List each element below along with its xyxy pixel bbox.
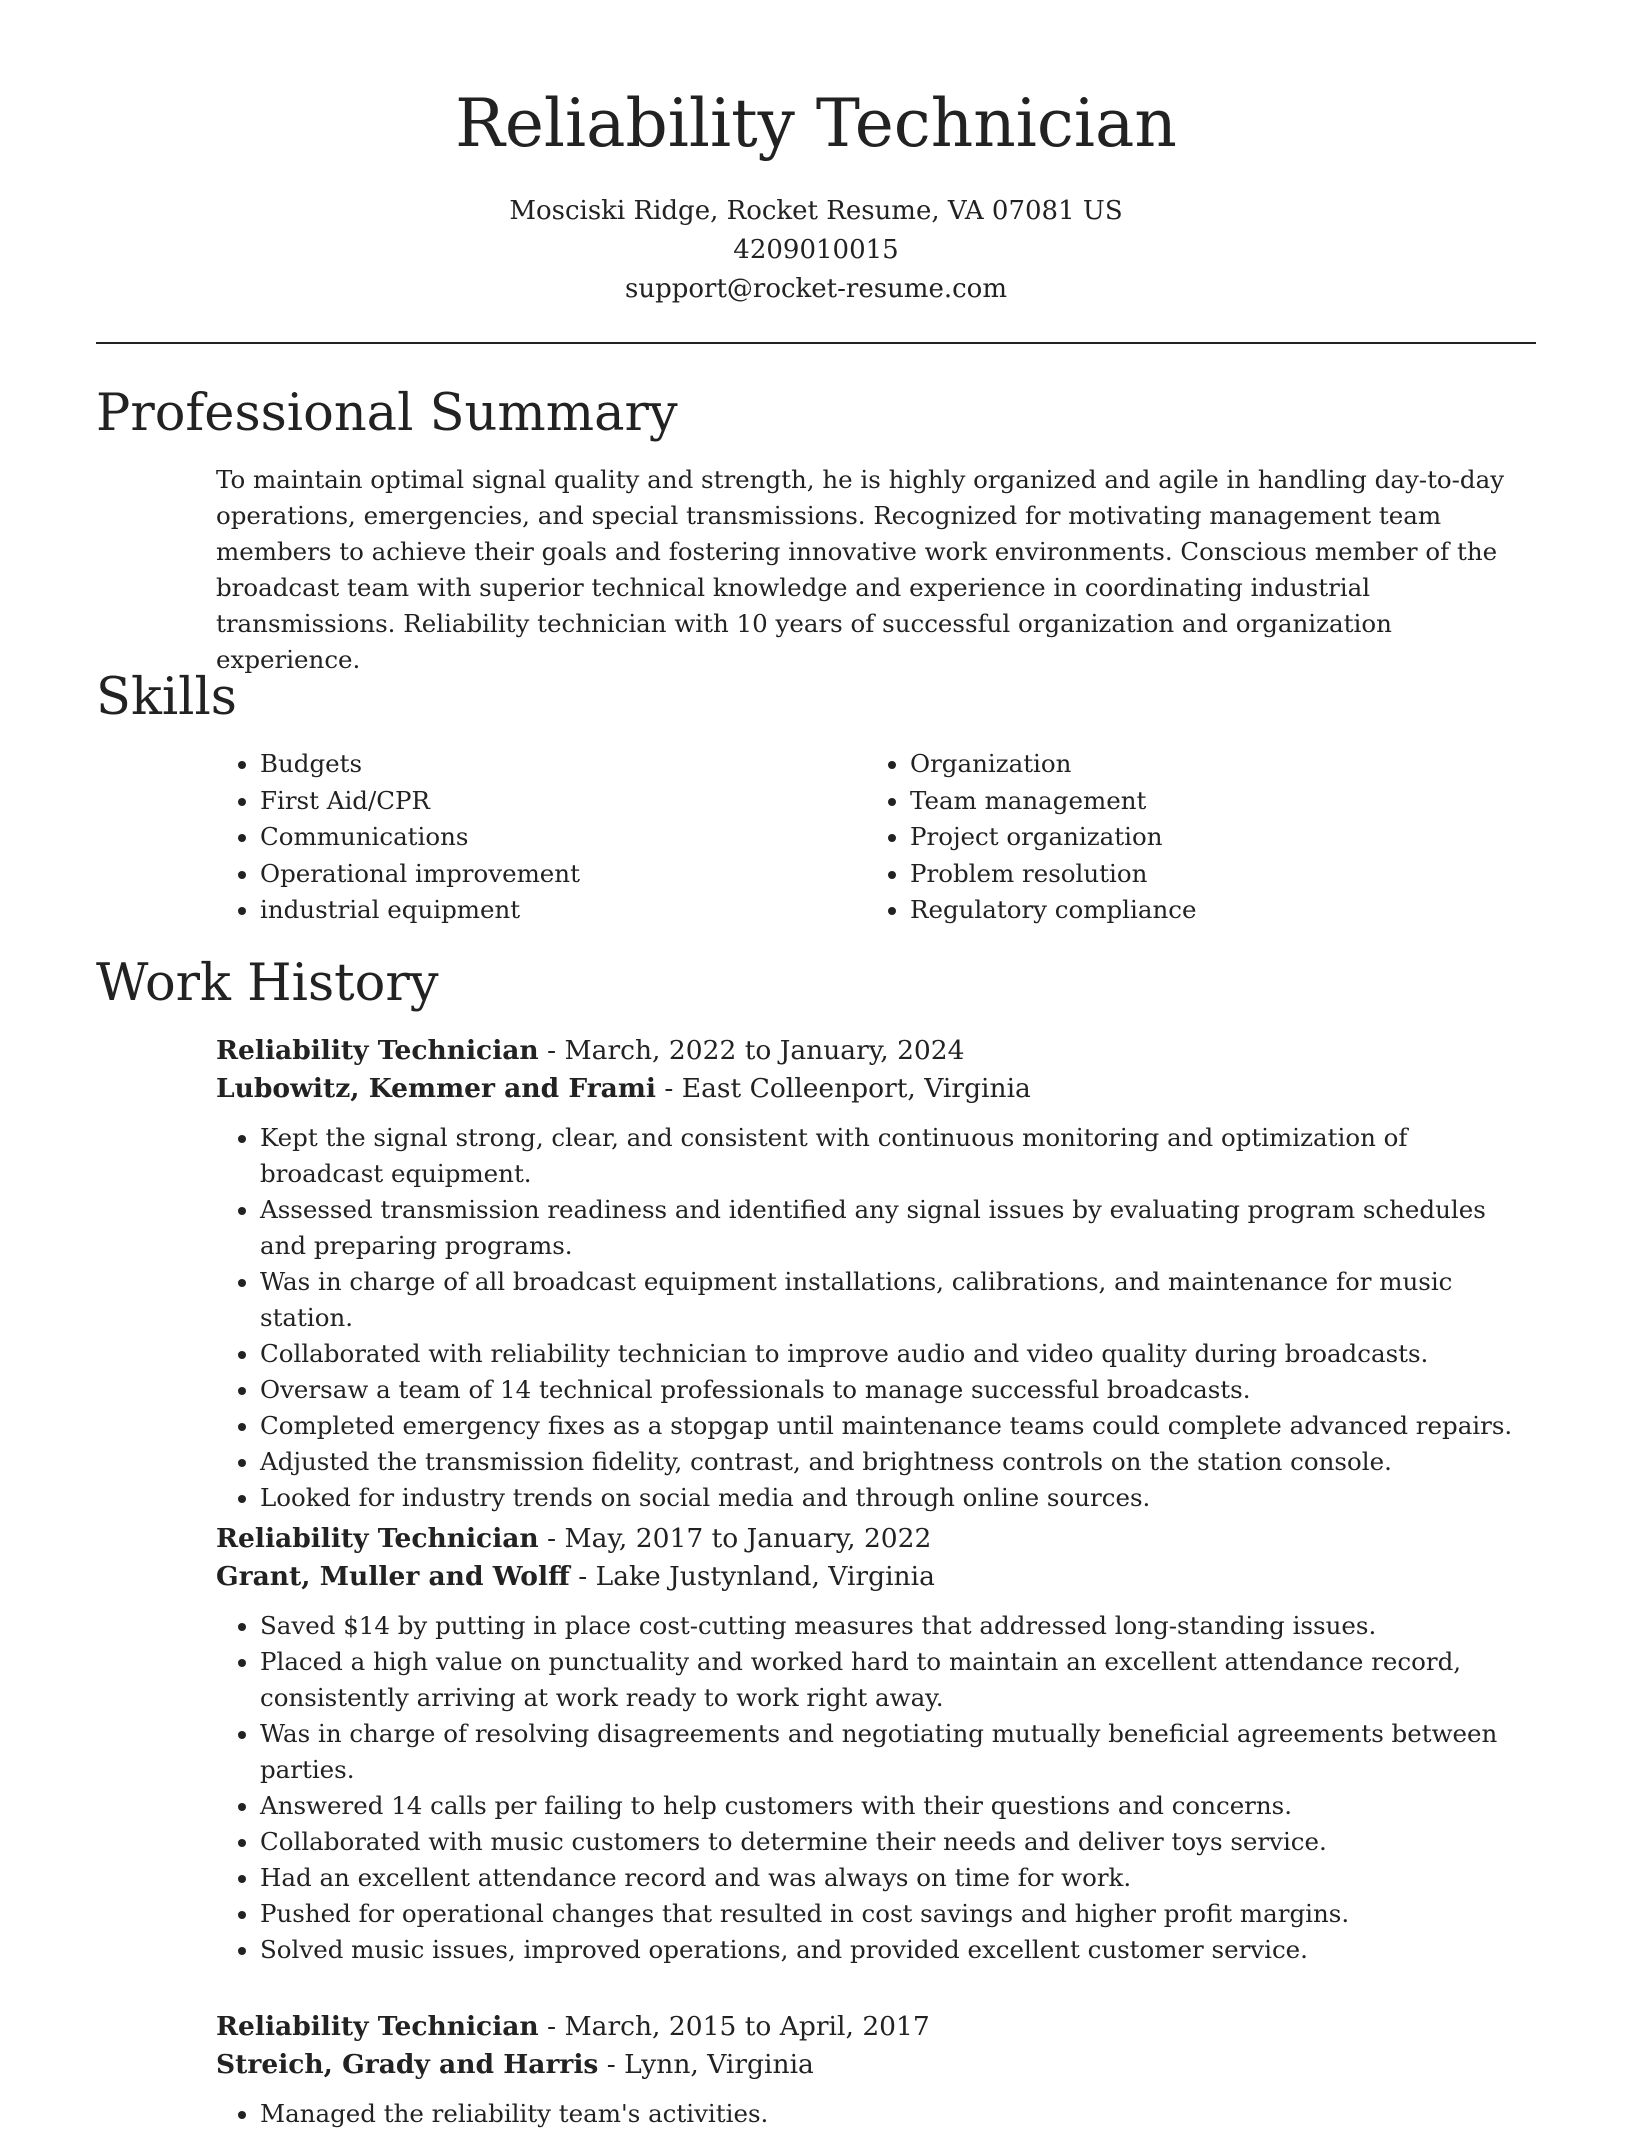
skills-column-right: [866, 746, 1516, 929]
job-company: Lubowitz, Kemmer and Frami: [216, 1073, 656, 1104]
summary-heading: Professional Summary: [96, 384, 678, 443]
job-role: Reliability Technician: [216, 1523, 539, 1554]
contact-block: [0, 192, 1632, 309]
job-bullet: • Was in charge of resolving disagreements and negotiating mutually beneficial agreements between parties.: [260, 1716, 1536, 1788]
job-bullet: • Adjusted the transmission fidelity, contrast, and brightness controls on the station console.: [260, 1444, 1536, 1480]
skill-item: • Team management: [910, 783, 1516, 820]
skill-item: • Project organization: [910, 819, 1516, 856]
job-bullet: • Saved $14 by putting in place cost-cutting measures that addressed long-standing issues.: [260, 1608, 1536, 1644]
job-bullet: • Collaborated with music customers to determine their needs and deliver toys service.: [260, 1824, 1536, 1860]
job-bullet: • Kept the signal strong, clear, and consistent with continuous monitoring and optimization of broadcast equipment.: [260, 1120, 1536, 1192]
skill-item: • industrial equipment: [260, 892, 866, 929]
address: Mosciski Ridge, Rocket Resume, VA 07081 US: [509, 196, 1123, 226]
job-company-line: [216, 1070, 1536, 1108]
job-entry: [216, 2008, 1536, 2128]
job-bullets: [216, 2096, 1536, 2132]
skill-item: • Budgets: [260, 746, 866, 783]
job-bullet: • Oversaw a team of 14 technical professionals to manage successful broadcasts.: [260, 1372, 1536, 1408]
job-bullet: • Solved music issues, improved operations, and provided excellent customer service.: [260, 1932, 1536, 1968]
job-title-line: [216, 1032, 1536, 1070]
work-history-heading: Work History: [96, 954, 439, 1013]
skill-item: • Regulatory compliance: [910, 892, 1516, 929]
job-bullet: • Collaborated with reliability technician to improve audio and video quality during broadcasts.: [260, 1336, 1536, 1372]
job-title-line: [216, 2008, 1536, 2046]
skills-column-left: [216, 746, 866, 929]
skill-item: • Operational improvement: [260, 856, 866, 893]
phone: 4209010015: [733, 235, 899, 265]
job-bullet: • Answered 14 calls per failing to help customers with their questions and concerns.: [260, 1788, 1536, 1824]
job-bullet: • Had an excellent attendance record and was always on time for work.: [260, 1860, 1536, 1896]
job-entry: [216, 1032, 1536, 1516]
job-company: Streich, Grady and Harris: [216, 2049, 599, 2080]
email: support@rocket-resume.com: [624, 274, 1007, 304]
job-location: - Lake Justynland, Virginia: [569, 1561, 935, 1592]
job-bullet: • Managed the reliability team's activities.: [260, 2096, 1536, 2132]
job-company-line: [216, 2046, 1536, 2084]
job-location: - Lynn, Virginia: [598, 2049, 814, 2080]
job-bullet: • Was in charge of all broadcast equipment installations, calibrations, and maintenance for music station.: [260, 1264, 1536, 1336]
job-role: Reliability Technician: [216, 2011, 539, 2042]
header-divider: [96, 342, 1536, 344]
job-bullet: • Assessed transmission readiness and identified any signal issues by evaluating program schedules and preparing programs.: [260, 1192, 1536, 1264]
job-dates: - March, 2022 to January, 2024: [538, 1035, 965, 1066]
job-bullet: • Looked for industry trends on social media and through online sources.: [260, 1480, 1536, 1516]
skill-item: • First Aid/CPR: [260, 783, 866, 820]
job-bullets: [216, 1608, 1536, 1968]
skill-item: • Organization: [910, 746, 1516, 783]
job-title-line: [216, 1520, 1536, 1558]
job-bullet: • Placed a high value on punctuality and worked hard to maintain an excellent attendance record, consistently arriving at work ready to work right away.: [260, 1644, 1536, 1716]
job-role: Reliability Technician: [216, 1035, 539, 1066]
job-dates: - March, 2015 to April, 2017: [538, 2011, 930, 2042]
candidate-name: Reliability Technician: [455, 85, 1177, 162]
job-bullet: • Pushed for operational changes that resulted in cost savings and higher profit margins.: [260, 1896, 1536, 1932]
skill-item: • Communications: [260, 819, 866, 856]
skill-item: • Problem resolution: [910, 856, 1516, 893]
summary-text: To maintain optimal signal quality and strength, he is highly organized and agile in handling day-to-day operations, emergencies, and special transmissions. Recognized for motivating management team members to achieve their goals and fostering innovative work environments. Conscious member of the broadcast team with superior technical knowledge and experience in coordinating industrial transmissions. Reliability technician with 10 years of successful organization and organization experience.: [216, 465, 1505, 674]
job-company-line: [216, 1558, 1536, 1596]
job-bullets: [216, 1120, 1536, 1516]
job-bullet: • Completed emergency fixes as a stopgap until maintenance teams could complete advanced repairs.: [260, 1408, 1536, 1444]
skills-heading: Skills: [96, 668, 237, 727]
job-company: Grant, Muller and Wolff: [216, 1561, 570, 1592]
job-location: - East Colleenport, Virginia: [655, 1073, 1031, 1104]
job-entry: [216, 1520, 1536, 1968]
skills-list: [216, 746, 1536, 929]
job-dates: - May, 2017 to January, 2022: [538, 1523, 932, 1554]
